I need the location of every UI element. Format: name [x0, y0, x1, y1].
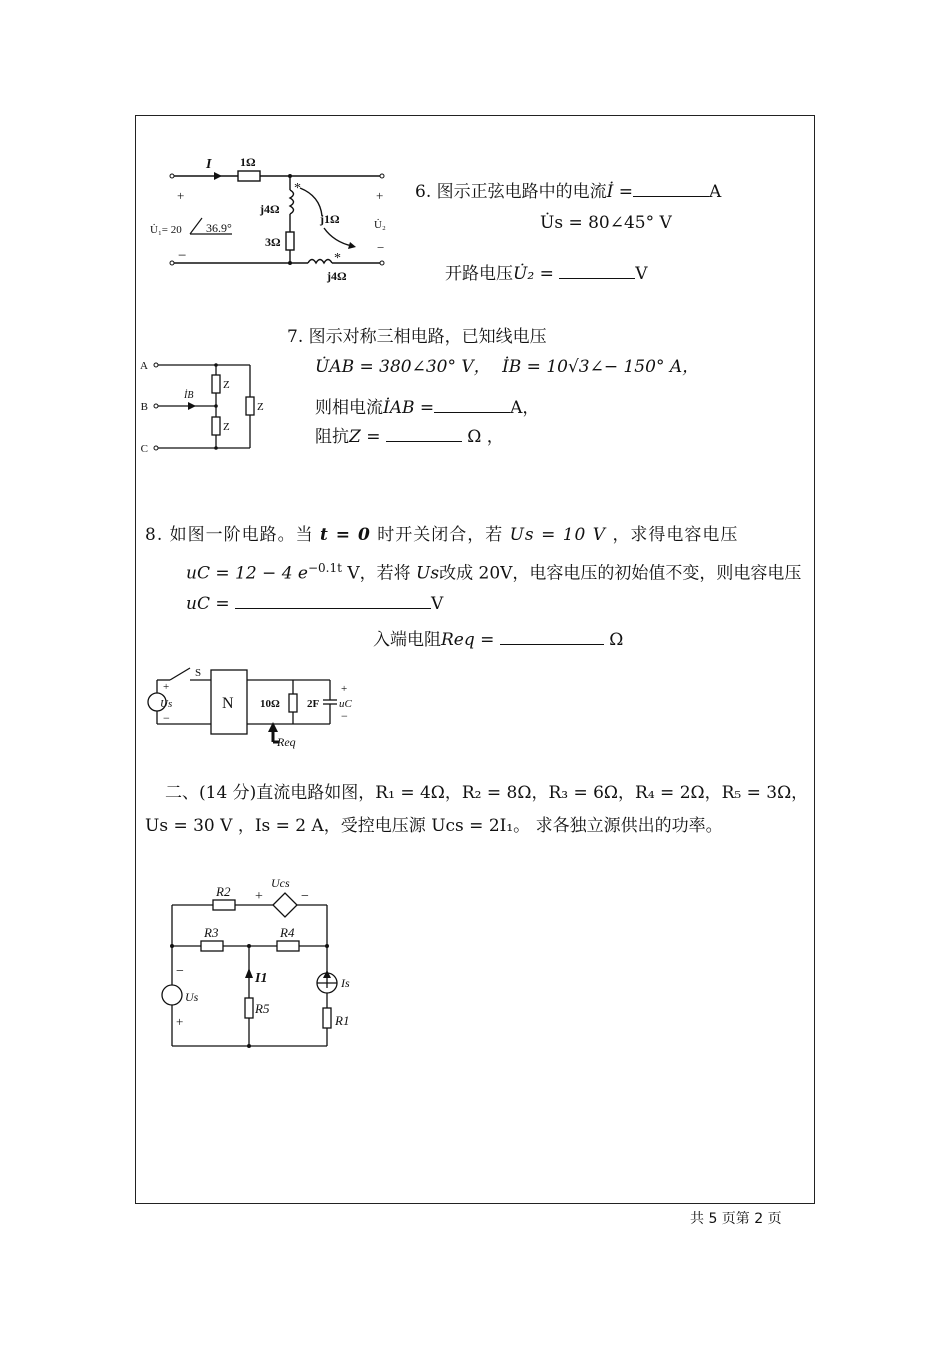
q2-line1: 二、(14 分)直流电路如图，R₁ = 4Ω，R₂ = 8Ω，R₃ = 6Ω，R₄ = 2Ω，R₅ = 3Ω， — [165, 783, 809, 803]
q8-minus-source: − — [163, 711, 170, 725]
q6-unit-a: A — [709, 182, 722, 202]
q7-node-b: B — [140, 401, 148, 413]
q6-current-blank[interactable] — [633, 180, 709, 197]
q8-us-value: Us = 10 V — [509, 525, 607, 545]
q6-r2-label: 3Ω — [265, 235, 281, 249]
q7-impedance-blank[interactable] — [386, 425, 462, 442]
q6-u2-label: U̇₂ — [374, 219, 386, 231]
q6-unit-v: V — [635, 264, 648, 284]
q8-plus-source: + — [163, 681, 170, 693]
q2-circuit — [155, 870, 375, 1050]
q2-r2-label: R2 — [216, 884, 231, 899]
q7-line1: 7. 图示对称三相电路，已知线电压 — [287, 327, 547, 347]
q2-ucs-label: Ucs — [271, 876, 290, 890]
q7-impedance-label: 阻抗 — [315, 427, 349, 447]
q7-line3 — [315, 396, 539, 419]
q2-r1-label: R1 — [335, 1013, 350, 1028]
q7-circuit — [140, 355, 268, 455]
q8-circuit — [145, 660, 365, 750]
q2-r5-label: R5 — [255, 1001, 270, 1016]
q8-resistor-label: 10Ω — [260, 698, 280, 710]
q7-var-z: Z = — [349, 427, 381, 447]
q6-minus-left: − — [178, 248, 187, 264]
q6-star-bottom: * — [334, 251, 341, 266]
q8-exponent: −0.1t — [307, 561, 342, 575]
q7-line-current: İB = 10√3∠− 150° A， — [502, 357, 700, 377]
q7-current-blank[interactable] — [434, 396, 510, 413]
q6-l1-label: j4Ω — [260, 202, 280, 216]
q8-uc-var: uC = — [186, 594, 230, 614]
q8-minus-cap: − — [341, 709, 348, 723]
q6-plus-right: + — [376, 188, 384, 203]
q2-minus-us: − — [176, 964, 184, 979]
q8-unit-v: V — [431, 594, 444, 614]
q2-i1-label: I1 — [255, 971, 268, 986]
q6-plus-left: + — [177, 188, 185, 203]
q8-uc-expr: uC = 12 − 4 e — [186, 563, 308, 584]
q8-line1c: 时开关闭合，若 — [377, 525, 504, 545]
q8-line1a: 8. 如图一阶电路。当 — [145, 525, 314, 545]
q2-minus-ucs: − — [301, 889, 309, 904]
q8-us-label: Us — [160, 698, 173, 710]
q2-us-label: Us — [185, 990, 199, 1004]
q8-line2 — [186, 557, 801, 585]
q8-req-label: 入端电阻 — [373, 630, 441, 650]
q7-var-iab: İAB = — [383, 398, 435, 418]
q6-current-label: I — [206, 157, 212, 172]
q8-req-blank[interactable] — [500, 628, 604, 645]
q8-line2d: 改成 20V，电容电压的初始值不变，则电容电压 — [439, 563, 802, 584]
q6-text: 图示正弦电路中的电流 — [436, 182, 607, 202]
q7-node-a: A — [140, 360, 148, 372]
q7-unit-ohm: Ω ， — [467, 427, 504, 447]
q8-unit-ohm: Ω — [609, 630, 624, 650]
q8-line3 — [186, 592, 443, 615]
q7-ib-label: İB — [184, 390, 194, 401]
q7-z-right: Z — [257, 401, 264, 413]
q6-eq: = — [618, 182, 634, 202]
q7-node-c: C — [140, 443, 148, 455]
q6-voltage-blank[interactable] — [559, 262, 635, 279]
q2-r3-label: R3 — [204, 925, 219, 940]
q8-network-label: N — [222, 695, 234, 712]
q7-line4 — [315, 425, 504, 448]
q6-open-label: 开路电压 — [445, 264, 513, 284]
q2-plus-us: + — [176, 1014, 184, 1029]
q8-line1 — [145, 524, 738, 546]
q6-var-i: İ — [606, 182, 614, 202]
q6-r1-label: 1Ω — [240, 155, 256, 169]
q6-minus-right: − — [377, 240, 385, 255]
q6-mutual-label: j1Ω — [320, 212, 340, 226]
q8-line4 — [373, 628, 623, 651]
q6-line1 — [415, 180, 721, 203]
q7-line-voltage: U̇AB = 380∠30° V， — [315, 357, 491, 377]
q6-number: 6. — [415, 182, 432, 202]
q7-unit-a: A， — [510, 398, 540, 418]
q6-line3 — [445, 262, 648, 285]
q8-uc-blank[interactable] — [235, 592, 431, 609]
q8-cap-label: 2F — [307, 698, 320, 710]
q2-r4-label: R4 — [280, 925, 295, 940]
q6-circuit — [150, 150, 400, 290]
q8-uc-label: uC — [339, 698, 352, 710]
q8-req-label-circuit: Req — [277, 735, 296, 749]
q8-switch-label: S — [195, 667, 202, 679]
q8-t0: t = 0 — [320, 525, 371, 545]
q8-line1e: ，求得电容电压 — [612, 525, 739, 545]
q6-eq2: = — [539, 264, 554, 284]
q7-z-top: Z — [223, 379, 230, 391]
q6-l2-label: j4Ω — [327, 269, 347, 283]
q2-is-label: Is — [341, 976, 350, 990]
q7-z-bottom: Z — [223, 421, 230, 433]
page-footer: 共 5 页第 2 页 — [690, 1211, 782, 1227]
q8-req-var: Req = — [441, 630, 495, 650]
q8-plus-cap: + — [341, 683, 348, 695]
q6-source-label: U̇₁= 20 — [150, 224, 182, 236]
q2-plus-ucs: + — [255, 889, 263, 904]
q6-source-value: U̇s = 80∠45° V — [540, 213, 672, 233]
q6-star-top: * — [294, 181, 301, 196]
q6-source-angle: 36.9° — [206, 221, 232, 235]
q8-us-var: Us — [416, 563, 440, 584]
q7-phase-label: 则相电流 — [315, 398, 383, 418]
q8-line2b: V，若将 — [341, 563, 411, 584]
q6-var-u2: U̇₂ — [513, 264, 535, 284]
q2-line2: Us = 30 V ，Is = 2 A，受控电压源 Ucs = 2I₁。 求各独立源供出的功率。 — [145, 816, 723, 836]
q7-line2 — [315, 356, 699, 378]
